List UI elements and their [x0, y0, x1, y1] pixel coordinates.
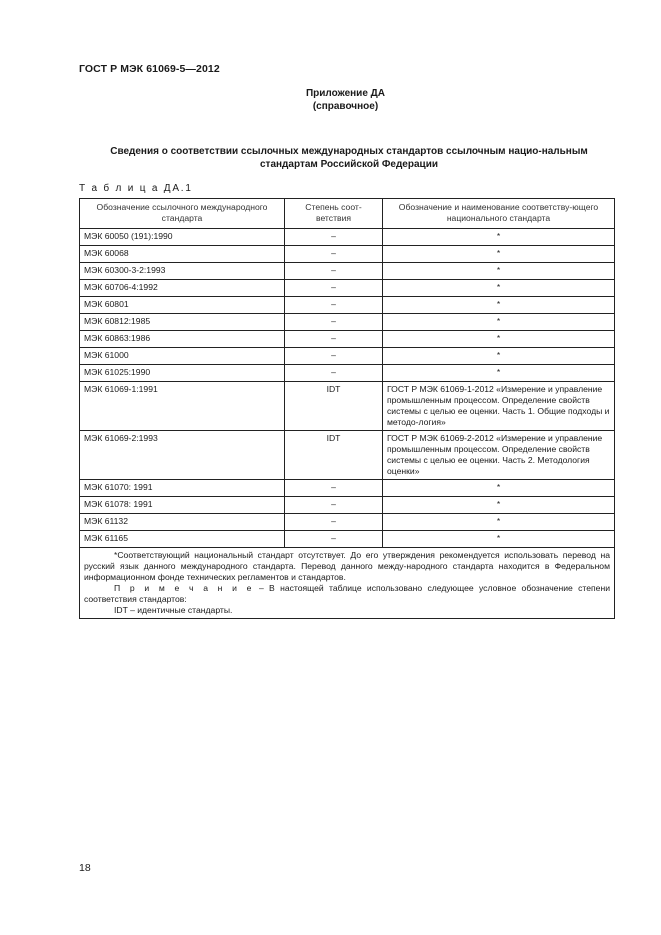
table-row — [80, 348, 615, 365]
table-row — [80, 314, 615, 331]
cell-international-standard: МЭК 61078: 1991 — [80, 497, 285, 514]
cell-degree: – — [285, 480, 383, 497]
cell-degree: – — [285, 229, 383, 246]
cell-national-standard: ГОСТ Р МЭК 61069-2-2012 «Измерение и управление промышленным процессом. Определение свойств системы с целью ее оценки. Часть 2. Методология оценки» — [383, 431, 615, 480]
footnote-idt: IDT – идентичные стандарты. — [114, 605, 233, 615]
cell-international-standard: МЭК 60300-3-2:1993 — [80, 263, 285, 280]
cell-international-standard: МЭК 61069-1:1991 — [80, 382, 285, 431]
annex-subtitle: (справочное) — [312, 100, 379, 112]
cell-degree: – — [285, 297, 383, 314]
cell-degree: – — [285, 263, 383, 280]
cell-national-standard: * — [383, 480, 615, 497]
cell-national-standard: * — [383, 531, 615, 548]
cell-degree: – — [285, 514, 383, 531]
note-text: – В настоящей таблице использовано следующее условное обозначение степени соответствия стандартов: — [84, 583, 610, 604]
header-national-standard: Обозначение и наименование соответству-ющего национального стандарта — [383, 199, 615, 229]
annex-heading — [0, 88, 661, 113]
table-row — [80, 263, 615, 280]
annex-title: Приложение ДА — [305, 88, 386, 99]
cell-national-standard: * — [383, 497, 615, 514]
cell-degree: – — [285, 497, 383, 514]
cell-degree: – — [285, 246, 383, 263]
cell-national-standard: * — [383, 297, 615, 314]
cell-international-standard: МЭК 60812:1985 — [80, 314, 285, 331]
table-footnote — [80, 548, 615, 619]
cell-degree: IDT — [285, 431, 383, 480]
cell-national-standard: * — [383, 246, 615, 263]
cell-degree: – — [285, 280, 383, 297]
cell-national-standard: * — [383, 331, 615, 348]
section-title: Сведения о соответствии ссылочных международных стандартов ссылочным нацио-нальным стандартам Российской Федерации — [110, 146, 588, 170]
table-footnote-row — [80, 548, 615, 619]
cell-degree: IDT — [285, 382, 383, 431]
cell-international-standard: МЭК 61165 — [80, 531, 285, 548]
cell-national-standard: * — [383, 229, 615, 246]
table-caption: Т а б л и ц а ДА.1 — [79, 183, 193, 194]
table-row — [80, 365, 615, 382]
cell-degree: – — [285, 531, 383, 548]
document-code: ГОСТ Р МЭК 61069-5—2012 — [79, 63, 220, 75]
table-row — [80, 280, 615, 297]
cell-international-standard: МЭК 60706-4:1992 — [80, 280, 285, 297]
header-degree: Степень соот-ветствия — [285, 199, 383, 229]
table-row — [80, 497, 615, 514]
table-row — [80, 480, 615, 497]
note-label: П р и м е ч а н и е — [114, 583, 254, 593]
cell-degree: – — [285, 314, 383, 331]
cell-national-standard: * — [383, 280, 615, 297]
cell-international-standard: МЭК 61069-2:1993 — [80, 431, 285, 480]
table-row — [80, 514, 615, 531]
footnote-star-note: *Соответствующий национальный стандарт отсутствует. До его утверждения рекомендуется использовать перевод на русский язык данного международного стандарта. Перевод данного между-народного стандарта находится в Федеральном информационном фонде технических регламентов и стандартов. — [84, 550, 610, 582]
table-header-row — [80, 199, 615, 229]
table-row — [80, 431, 615, 480]
cell-national-standard: * — [383, 365, 615, 382]
page-number: 18 — [79, 862, 91, 874]
cell-degree: – — [285, 331, 383, 348]
cell-international-standard: МЭК 61000 — [80, 348, 285, 365]
cell-international-standard: МЭК 61070: 1991 — [80, 480, 285, 497]
cell-international-standard: МЭК 60801 — [80, 297, 285, 314]
cell-international-standard: МЭК 60863:1986 — [80, 331, 285, 348]
table-body — [80, 229, 615, 619]
table-row — [80, 229, 615, 246]
cell-national-standard: * — [383, 314, 615, 331]
cell-international-standard: МЭК 60050 (191):1990 — [80, 229, 285, 246]
table-row — [80, 297, 615, 314]
cell-international-standard: МЭК 61025:1990 — [80, 365, 285, 382]
cell-national-standard: * — [383, 263, 615, 280]
cell-international-standard: МЭК 61132 — [80, 514, 285, 531]
cell-national-standard: ГОСТ Р МЭК 61069-1-2012 «Измерение и управление промышленным процессом. Определение свойств системы с целью ее оценки. Часть 1. Общие подходы и методо-логия» — [383, 382, 615, 431]
cell-degree: – — [285, 348, 383, 365]
cell-national-standard: * — [383, 348, 615, 365]
table-row — [80, 382, 615, 431]
cell-degree: – — [285, 365, 383, 382]
table-row — [80, 531, 615, 548]
standards-correspondence-table — [79, 198, 615, 619]
cell-national-standard: * — [383, 514, 615, 531]
table-row — [80, 246, 615, 263]
table-row — [80, 331, 615, 348]
footnote-note — [84, 583, 610, 605]
cell-international-standard: МЭК 60068 — [80, 246, 285, 263]
header-international-standard: Обозначение ссылочного международного стандарта — [80, 199, 285, 229]
